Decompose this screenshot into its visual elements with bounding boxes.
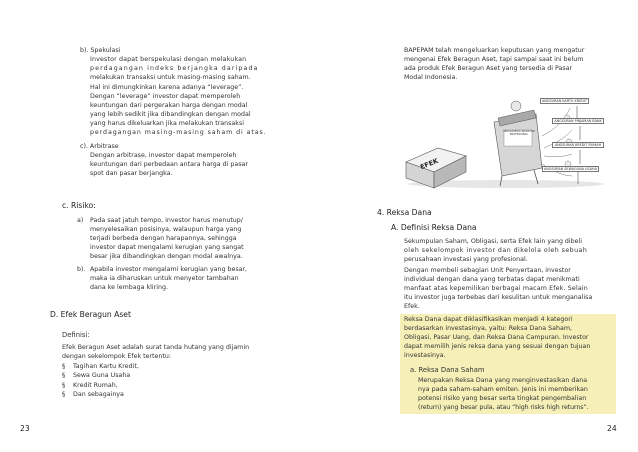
spekulasi-line: yang lebih sedikit jika dibandingkan dengan modal <box>90 111 251 118</box>
bullet-mark: § <box>62 391 66 398</box>
investor-label: SEKELOMPOK INVESTOR PROFESIONAL <box>503 130 535 137</box>
risiko-a-line: investor dapat mengalami kerugian yang sangat <box>90 244 244 251</box>
page-number-left: 23 <box>20 424 30 433</box>
arbitrase-line: Dengan arbitrase, investor dapat memperoleh <box>90 152 237 159</box>
risiko-b-line: dana ke lembaga kliring. <box>90 284 168 291</box>
page-number-right: 24 <box>607 424 617 433</box>
efek-definition-line: Efek Beragun Aset adalah surat tanda hutang yang dijamin <box>62 344 250 351</box>
sign-pinjaman-bank: ANGSURAN PINJAMAN BANK <box>552 118 604 124</box>
risiko-b-line: maka ia diharuskan untuk menyetor tambahan <box>90 275 239 282</box>
reksa-dana-p3-line: dapat memilih jenis reksa dana yang sesuai dengan tujuan <box>404 343 591 350</box>
efek-beragun-aset-illustration <box>402 96 610 190</box>
risiko-a-label: a) <box>77 217 84 224</box>
reksa-dana-heading: 4. Reksa Dana <box>377 208 432 217</box>
sign-sewaguna-usaha: ANGSURAN SEWAGUNA USAHA <box>544 167 597 171</box>
sign-kartu-kredit: ANGSURAN KARTU KREDIT <box>542 99 587 103</box>
bapepam-line: ada produk Efek Beragun Aset yang tersedia di Pasar <box>404 65 573 72</box>
reksa-dana-p2-line: itu investor juga terbebas dari kesulitan untuk menganalisa <box>404 294 593 301</box>
bullet-item: Sewa Guna Usaha <box>73 372 131 379</box>
reksa-dana-p2-line: manfaat atas kepemilikan berbagai macam Efek. Selain <box>404 285 588 292</box>
reksa-dana-saham-heading: a. Reksa Dana Saham <box>410 366 485 374</box>
spekulasi-line: yang harus dikeluarkan jika melakukan transaksi <box>90 120 244 127</box>
reksa-dana-p3-line: Reksa Dana dapat diklasifikasikan menjadi 4 kategori <box>404 316 573 323</box>
risiko-a-line: besar jika dibandingkan dengan modal awalnya. <box>90 253 243 260</box>
efek-beragun-aset-heading: D. Efek Beragun Aset <box>50 310 131 319</box>
arbitrase-line: spot dan pasar berjangka. <box>90 170 173 177</box>
arbitrase-heading: c). Arbitrase <box>80 143 119 150</box>
arbitrase-line: keuntungan dari perbedaan antara harga di pasar <box>90 161 248 168</box>
bullet-item: Kredit Rumah, <box>73 382 118 389</box>
spekulasi-line: melakukan transaksi untuk masing-masing saham. <box>90 74 251 81</box>
spekulasi-line: Dengan “leverage” investor dapat memperoleh <box>90 93 241 100</box>
spekulasi-heading: b). Spekulasi <box>80 47 121 54</box>
efek-definition-line: dengan sekelompok Efek tertentu: <box>62 353 171 360</box>
spekulasi-line: keuntungan dari pergerakan harga dengan modal <box>90 102 248 109</box>
spekulasi-line: perdagangan indeks berjangka daripada <box>90 65 259 72</box>
reksa-dana-saham-line: potensi risiko yang besar serta tingkat pengembalian <box>418 395 587 402</box>
spekulasi-line: Investor dapat berspekulasi dengan melakukan <box>90 56 247 63</box>
reksa-dana-saham-line: nya pada saham-saham emiten. Jenis ini memberikan <box>418 386 588 393</box>
reksa-dana-saham-line: (return) yang besar pula, atau “high risks high returns”. <box>418 404 589 411</box>
bullet-item: Tagihan Kartu Kredit, <box>73 363 139 370</box>
reksa-dana-p3-line: berdasarkan investasinya, yaitu: Reksa Dana Saham, <box>404 325 572 332</box>
reksa-dana-saham-line: Merupakan Reksa Dana yang menginvestasikan dana <box>418 377 588 384</box>
bapepam-line: mengenai Efek Beragun Aset, tapi sampai saat ini belum <box>404 56 584 63</box>
efek-box-label: EFEK <box>419 156 440 172</box>
risiko-a-line: menyelesaikan posisinya, walaupun harga yang <box>90 226 242 233</box>
risiko-a-line: terjadi berbeda dengan harapannya, sehingga <box>90 235 237 242</box>
risiko-b-label: b). <box>77 266 86 273</box>
bullet-mark: § <box>62 382 66 389</box>
reksa-dana-p1-line: perusahaan investasi yang profesional. <box>404 256 528 263</box>
risiko-heading: c. Risiko: <box>62 201 96 210</box>
risiko-a-line: Pada saat jatuh tempo, investor harus menutup/ <box>90 217 243 224</box>
spekulasi-line: Hal ini dimungkinkan karena adanya “leverage”. <box>90 84 244 91</box>
spekulasi-line: perdagangan masing-masing saham di atas. <box>90 129 267 136</box>
bullet-item: Dan sebagainya <box>73 391 124 398</box>
bullet-mark: § <box>62 372 66 379</box>
bapepam-line: BAPEPAM telah mengeluarkan keputusan yang mengatur <box>404 47 585 54</box>
reksa-dana-p1-line: Sekumpulan Saham, Obligasi, serta Efek lain yang dibeli <box>404 238 583 245</box>
bullet-mark: § <box>62 363 66 370</box>
reksa-dana-p2-line: individual dengan dana yang terbatas dapat menikmati <box>404 276 580 283</box>
reksa-dana-p2-line: Efek. <box>404 303 420 310</box>
reksa-dana-p2-line: Dengan membeli sebagian Unit Penyertaan, investor <box>404 267 571 274</box>
reksa-dana-p1-line: oleh sekelompok investor dan dikelola oleh sebuah <box>404 247 588 254</box>
risiko-b-line: Apabila investor mengalami kerugian yang besar, <box>90 266 248 273</box>
bapepam-line: Modal Indonesia. <box>404 74 458 81</box>
reksa-dana-p3-line: investasinya. <box>404 352 446 359</box>
reksa-dana-p3-line: Obligasi, Pasar Uang, dan Reksa Dana Campuran. Investor <box>404 334 589 341</box>
definisi-reksa-dana-heading: A. Definisi Reksa Dana <box>391 223 477 232</box>
sign-kredit-rumah: ANGSURAN KREDIT RUMAH <box>552 142 604 148</box>
definisi-label: Definisi: <box>62 331 90 339</box>
